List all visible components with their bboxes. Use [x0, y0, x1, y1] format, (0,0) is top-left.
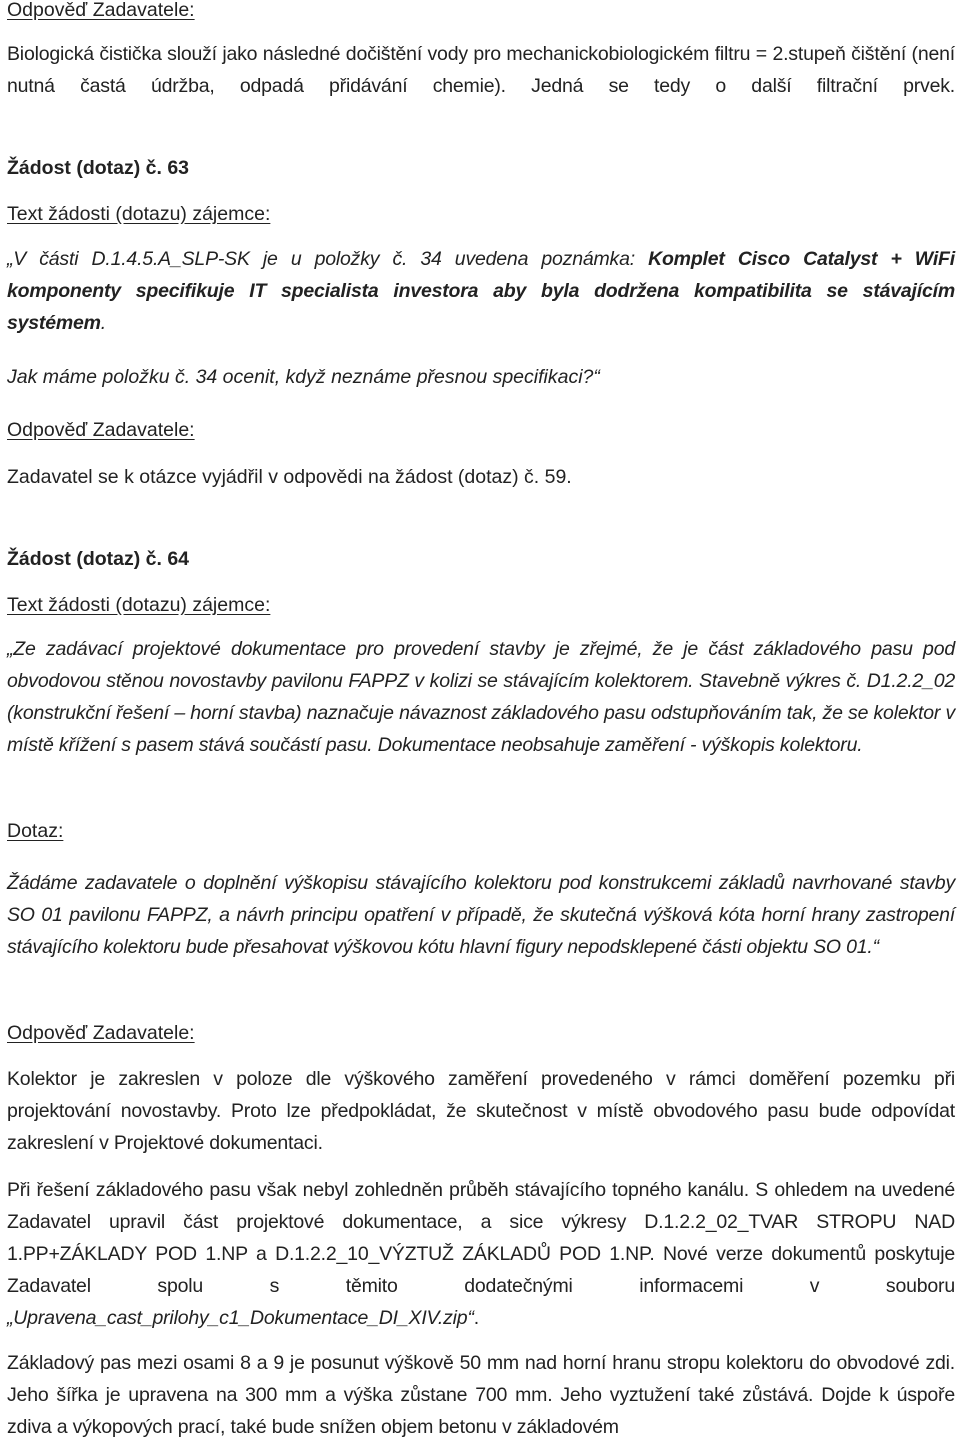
request-63-quote-bold: Komplet Cisco Catalyst + WiFi komponenty specifikuje IT specialista investora aby byla dodržena kompatibilita se stávajícím systémem	[7, 248, 955, 334]
request-63-answer-label: Odpověď Zadavatele:	[7, 419, 195, 441]
request-64-answer-p2	[7, 1174, 955, 1334]
request-64-answer-p2-end: .	[473, 1307, 479, 1329]
request-64-text-label: Text žádosti (dotazu) zájemce:	[7, 594, 271, 616]
answer-62-text: Biologická čistička slouží jako následné dočištění vody pro mechanickobiologickém filtru = 2.stupeň čištění (není nutná častá údržba, odpadá přidávání chemie). Jedná se tedy o další filtrační prvek.	[7, 43, 955, 97]
request-64-heading: Žádost (dotaz) č. 64	[7, 548, 190, 570]
answer-label: Odpověď Zadavatele:	[7, 0, 195, 21]
request-63-heading: Žádost (dotaz) č. 63	[7, 157, 190, 179]
request-64-answer-p2-text: Při řešení základového pasu však nebyl zohledněn průběh stávajícího topného kanálu. S ohledem na uvedené Zadavatel upravil část projektové dokumentace, a sice výkresy D.1.2.2_02_TVAR STROPU NAD 1.PP+ZÁKLADY POD 1.NP a D.1.2.2_10_VÝZTUŽ ZÁKLADŮ POD 1.NP. Nové verze dokumentů poskytuje Zadavatel spolu s těmito dodatečnými informacemi v souboru	[7, 1179, 955, 1297]
request-63-text-label: Text žádosti (dotazu) zájemce:	[7, 203, 271, 225]
request-64-answer-label: Odpověď Zadavatele:	[7, 1022, 195, 1044]
request-63-quote-end: .	[100, 312, 107, 334]
request-64-answer-p2-file: „Upravena_cast_prilohy_c1_Dokumentace_DI_XIV.zip“	[7, 1307, 474, 1329]
request-64-quote: „Ze zadávací projektové dokumentace pro provedení stavby je zřejmé, že je část základového pasu pod obvodovou stěnou novostavby pavilonu FAPPZ v kolizi se stávajícím kolektorem. Stavebně výkres č. D1.2.2_02 (konstrukční řešení – horní stavba) naznačuje návaznost základového pasu odstupňováním tak, že se kolektor v místě křížení s pasem stává součástí pasu. Dokumentace neobsahuje zaměření - výškopis kolektoru.	[7, 638, 955, 756]
request-63-quote	[7, 243, 955, 339]
request-64-question: Žádáme zadavatele o doplnění výškopisu stávajícího kolektoru pod konstrukcemi základů navrhované stavby SO 01 pavilonu FAPPZ, a návrh principu opatření v případě, že skutečná výšková kóta horní hrany zastropení stávajícího kolektoru bude přesahovat výškovou kótu hlavní figury nepodsklepené části objektu SO 01.“	[7, 872, 955, 958]
request-64-question-label: Dotaz:	[7, 820, 64, 842]
request-64-answer-p1: Kolektor je zakreslen v poloze dle výškového zaměření provedeného v rámci doměření pozemku při projektování novostavby. Proto lze předpokládat, že skutečnost v místě obvodového pasu bude odpovídat zakreslení v Projektové dokumentaci.	[7, 1068, 955, 1154]
request-63-question: Jak máme položku č. 34 ocenit, když neznáme přesnou specifikaci?“	[7, 366, 600, 388]
request-64-answer-p3: Základový pas mezi osami 8 a 9 je posunut výškově 50 mm nad horní hranu stropu kolektoru do obvodové zdi. Jeho šířka je upravena na 300 mm a výška zůstane 700 mm. Jeho vyztužení také zůstává. Dojde k úspoře zdiva a výkopových prací, také bude snížen objem betonu v základovém	[7, 1352, 955, 1438]
request-63-answer: Zadavatel se k otázce vyjádřil v odpovědi na žádost (dotaz) č. 59.	[7, 466, 572, 488]
answer-text	[7, 38, 955, 102]
request-63-quote-plain: „V části D.1.4.5.A_SLP-SK je u položky č. 34 uvedena poznámka:	[7, 248, 649, 270]
